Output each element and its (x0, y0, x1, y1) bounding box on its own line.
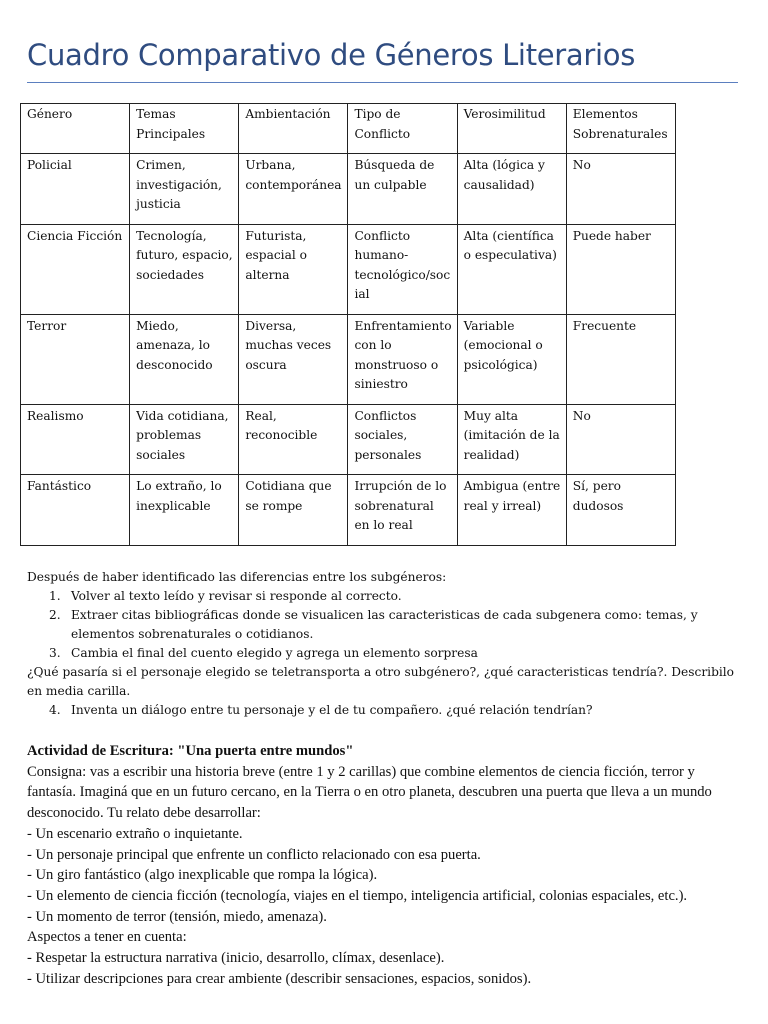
list-item-text: Volver al texto leído y revisar si responde al correcto. (71, 589, 402, 603)
table-cell: Variable (emocional o psicológica) (457, 314, 566, 404)
activity-line: Consigna: vas a escribir una historia breve (entre 1 y 2 carillas) que combine elementos de ciencia ficción, terror y fantasía. Imaginá que en un futuro cercano, en la Tierra o en otro planeta, descubren una puerta que lleva a un mundo desconocido. Tu relato debe desarrollar: (27, 763, 712, 822)
comparison-table (20, 103, 676, 546)
list-number: 3. (49, 646, 61, 660)
list-item (27, 701, 742, 720)
table-cell: Puede haber (566, 224, 675, 314)
table-cell: Fantástico (21, 475, 130, 546)
table-header-row (21, 104, 676, 154)
instructions-question: ¿Qué pasaría si el personaje elegido se teletransporta a otro subgénero?, ¿qué caracteristicas tendría?. Describilo en media carilla. (27, 665, 735, 698)
table-cell: Crimen, investigación, justicia (130, 154, 239, 225)
table-cell: Futurista, espacial o alterna (239, 224, 348, 314)
activity-line: Aspectos a tener en cuenta: (27, 929, 187, 946)
activity-line: - Un escenario extraño o inquietante. (27, 825, 243, 842)
table-cell: Búsqueda de un culpable (348, 154, 457, 225)
header-cell: Género (21, 104, 130, 154)
table-cell: Real, reconocible (239, 404, 348, 475)
activity-line: - Un elemento de ciencia ficción (tecnología, viajes en el tiempo, inteligencia artificial, colonias espaciales, etc.). (27, 887, 688, 904)
title-underline (27, 82, 738, 83)
instructions-list-continued (27, 701, 742, 720)
table-cell: No (566, 404, 675, 475)
table-cell: Enfrentamiento con lo monstruoso o siniestro (348, 314, 457, 404)
header-cell: Tipo de Conflicto (348, 104, 457, 154)
list-item-text: Extraer citas bibliográficas donde se visualicen las caracteristicas de cada subgenera como: temas, y elementos sobrenaturales o cotidianos. (71, 608, 698, 641)
table-cell: Ciencia Ficción (21, 224, 130, 314)
writing-activity (27, 741, 742, 989)
list-item-text: Inventa un diálogo entre tu personaje y el de tu compañero. ¿qué relación tendrían? (71, 703, 593, 717)
table-cell: No (566, 154, 675, 225)
table-cell: Vida cotidiana, problemas sociales (130, 404, 239, 475)
header-cell: Verosimilitud (457, 104, 566, 154)
table-row (21, 154, 676, 225)
table-cell: Tecnología, futuro, espacio, sociedades (130, 224, 239, 314)
header-cell: Elementos Sobrenaturales (566, 104, 675, 154)
list-number: 2. (49, 608, 61, 622)
table-cell: Urbana, contemporánea (239, 154, 348, 225)
list-number: 1. (49, 589, 61, 603)
activity-line: - Utilizar descripciones para crear ambiente (describir sensaciones, espacios, sonidos). (27, 970, 532, 987)
table-cell: Terror (21, 314, 130, 404)
list-item (27, 587, 742, 606)
table-cell: Ambigua (entre real y irreal) (457, 475, 566, 546)
activity-line: - Un giro fantástico (algo inexplicable que rompa la lógica). (27, 867, 378, 884)
header-cell: Temas Principales (130, 104, 239, 154)
list-item-text: Cambia el final del cuento elegido y agrega un elemento sorpresa (71, 646, 478, 660)
table-cell: Muy alta (imitación de la realidad) (457, 404, 566, 475)
activity-line: - Un personaje principal que enfrente un conflicto relacionado con esa puerta. (27, 846, 481, 863)
activity-line: - Respetar la estructura narrativa (inicio, desarrollo, clímax, desenlace). (27, 950, 445, 967)
list-number: 4. (49, 703, 61, 717)
list-item (27, 644, 742, 663)
table-row (21, 404, 676, 475)
table-cell: Alta (científica o especulativa) (457, 224, 566, 314)
table-cell: Policial (21, 154, 130, 225)
instructions-intro: Después de haber identificado las diferencias entre los subgéneros: (27, 570, 447, 584)
table-cell: Irrupción de lo sobrenatural en lo real (348, 475, 457, 546)
table-row (21, 224, 676, 314)
table-row (21, 314, 676, 404)
table-cell: Realismo (21, 404, 130, 475)
instructions-list (27, 587, 742, 663)
table-cell: Alta (lógica y causalidad) (457, 154, 566, 225)
table-row (21, 475, 676, 546)
table-cell: Conflicto humano-tecnológico/social (348, 224, 457, 314)
header-cell: Ambientación (239, 104, 348, 154)
page-title: Cuadro Comparativo de Géneros Literarios (27, 38, 636, 72)
activity-line: - Un momento de terror (tensión, miedo, amenaza). (27, 908, 327, 925)
table-cell: Conflictos sociales, personales (348, 404, 457, 475)
table-cell: Frecuente (566, 314, 675, 404)
table-cell: Cotidiana que se rompe (239, 475, 348, 546)
instructions-section (27, 568, 742, 720)
activity-heading: Actividad de Escritura: "Una puerta entre mundos" (27, 743, 354, 759)
table-cell: Diversa, muchas veces oscura (239, 314, 348, 404)
table-cell: Miedo, amenaza, lo desconocido (130, 314, 239, 404)
table-cell: Sí, pero dudosos (566, 475, 675, 546)
table-cell: Lo extraño, lo inexplicable (130, 475, 239, 546)
list-item (27, 606, 742, 644)
